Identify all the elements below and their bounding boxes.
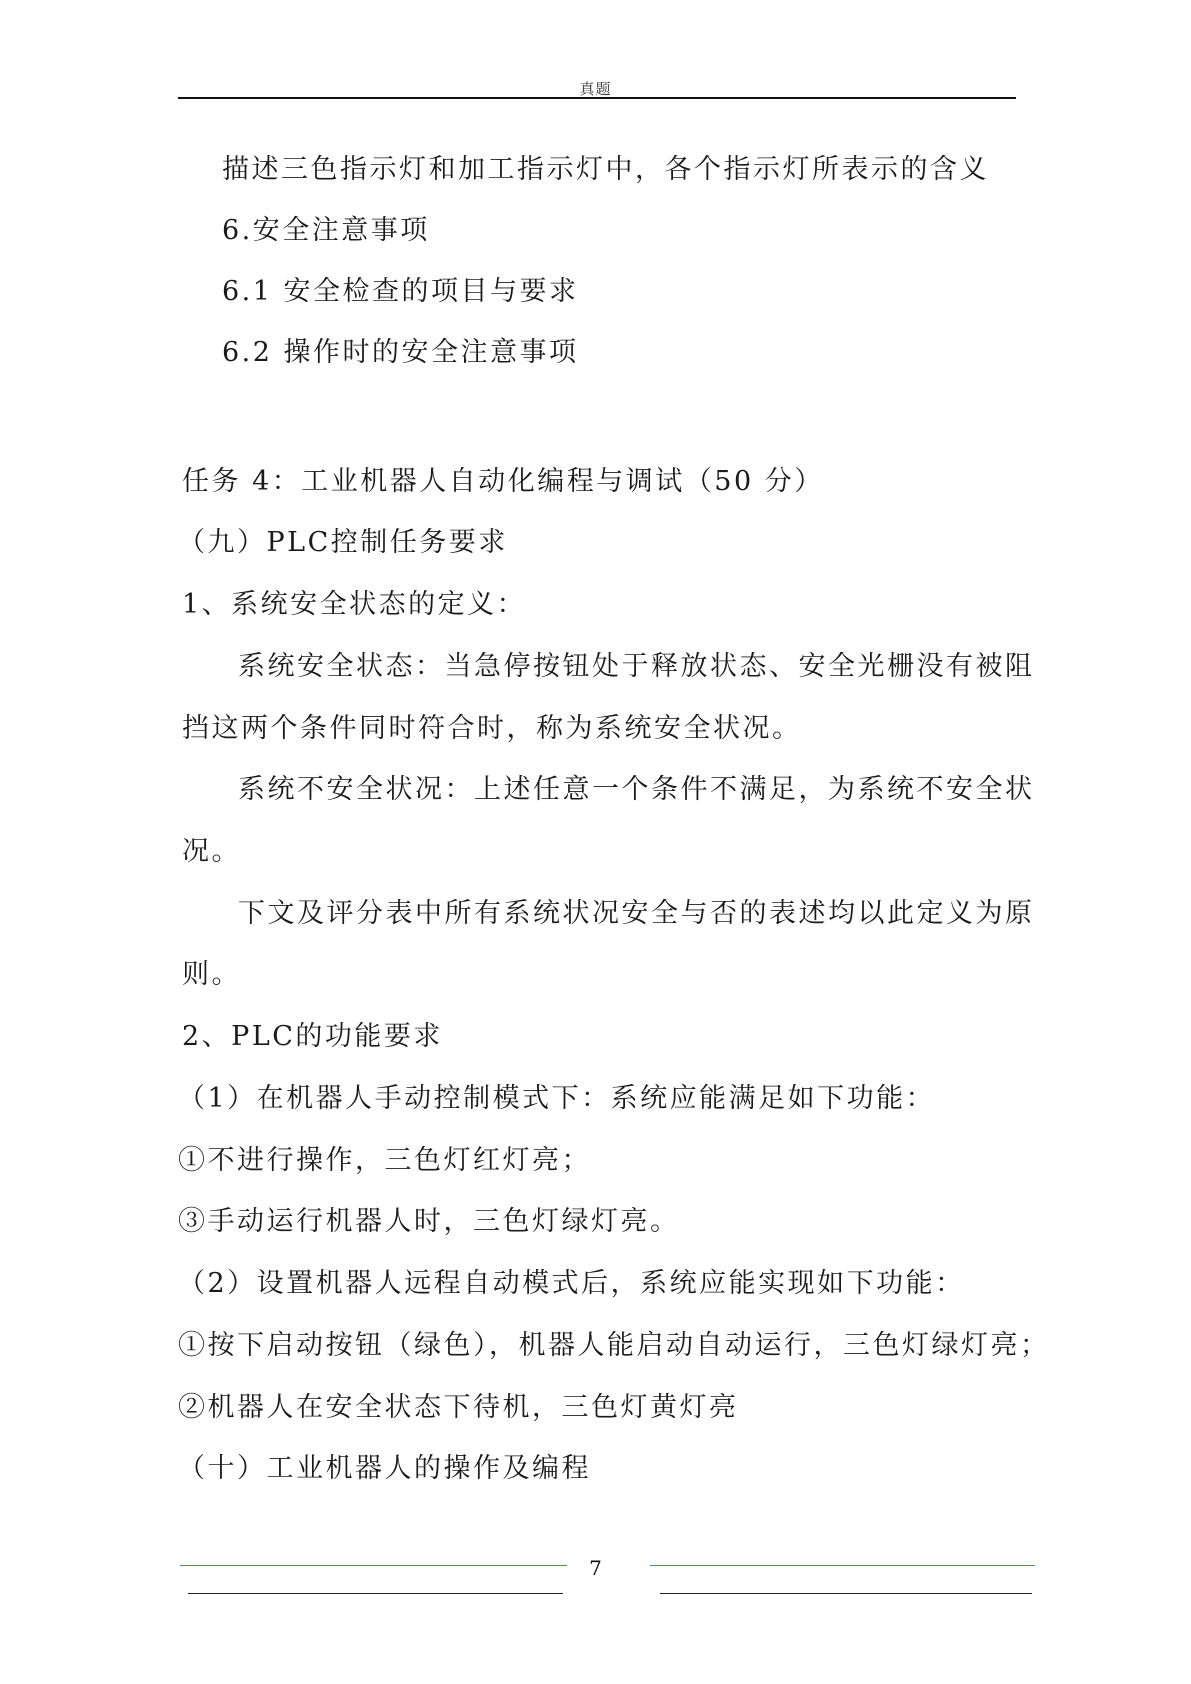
paragraph-line: 描述三色指示灯和加工指示灯中，各个指示灯所表示的含义 xyxy=(222,154,989,185)
footer-rule-right-bottom xyxy=(660,1593,1032,1594)
list-item: ①不进行操作，三色灯红灯亮； xyxy=(178,1145,591,1176)
subsection-heading: 6.1 安全检查的项目与要求 xyxy=(222,276,579,307)
task-heading: 任务 4：工业机器人自动化编程与调试（50 分） xyxy=(182,466,824,497)
item-heading: 1、系统安全状态的定义： xyxy=(182,589,527,620)
paragraph-line: 系统安全状态：当急停按钮处于释放状态、安全光栅没有被阻 xyxy=(238,651,1035,682)
section-heading: （十）工业机器人的操作及编程 xyxy=(178,1453,591,1484)
section-heading: 6.安全注意事项 xyxy=(222,215,430,246)
paragraph-line: 挡这两个条件同时符合时，称为系统安全状况。 xyxy=(182,713,802,744)
list-item: ③手动运行机器人时，三色灯绿灯亮。 xyxy=(178,1206,680,1237)
paragraph-line: 下文及评分表中所有系统状况安全与否的表述均以此定义为原 xyxy=(238,898,1035,929)
paragraph-line: 况。 xyxy=(182,836,241,867)
header-title: 真题 xyxy=(579,80,612,98)
subsection-heading: 6.2 操作时的安全注意事项 xyxy=(222,337,579,368)
list-item: （2）设置机器人远程自动模式后，系统应能实现如下功能： xyxy=(178,1268,965,1299)
paragraph-line: 则。 xyxy=(182,959,241,990)
list-item: ②机器人在安全状态下待机，三色灯黄灯亮 xyxy=(178,1392,739,1423)
item-heading: 2、PLC的功能要求 xyxy=(182,1021,443,1052)
page-number: 7 xyxy=(589,1556,602,1580)
section-heading: （九）PLC控制任务要求 xyxy=(178,527,508,558)
header-rule xyxy=(178,97,1016,99)
footer-rule-left-bottom xyxy=(188,1593,563,1594)
paragraph-line: 系统不安全状况：上述任意一个条件不满足，为系统不安全状 xyxy=(238,774,1035,805)
list-item: ①按下启动按钮（绿色），机器人能启动自动运行，三色灯绿灯亮； xyxy=(178,1330,1050,1361)
list-item: （1）在机器人手动控制模式下：系统应能满足如下功能： xyxy=(178,1083,936,1114)
